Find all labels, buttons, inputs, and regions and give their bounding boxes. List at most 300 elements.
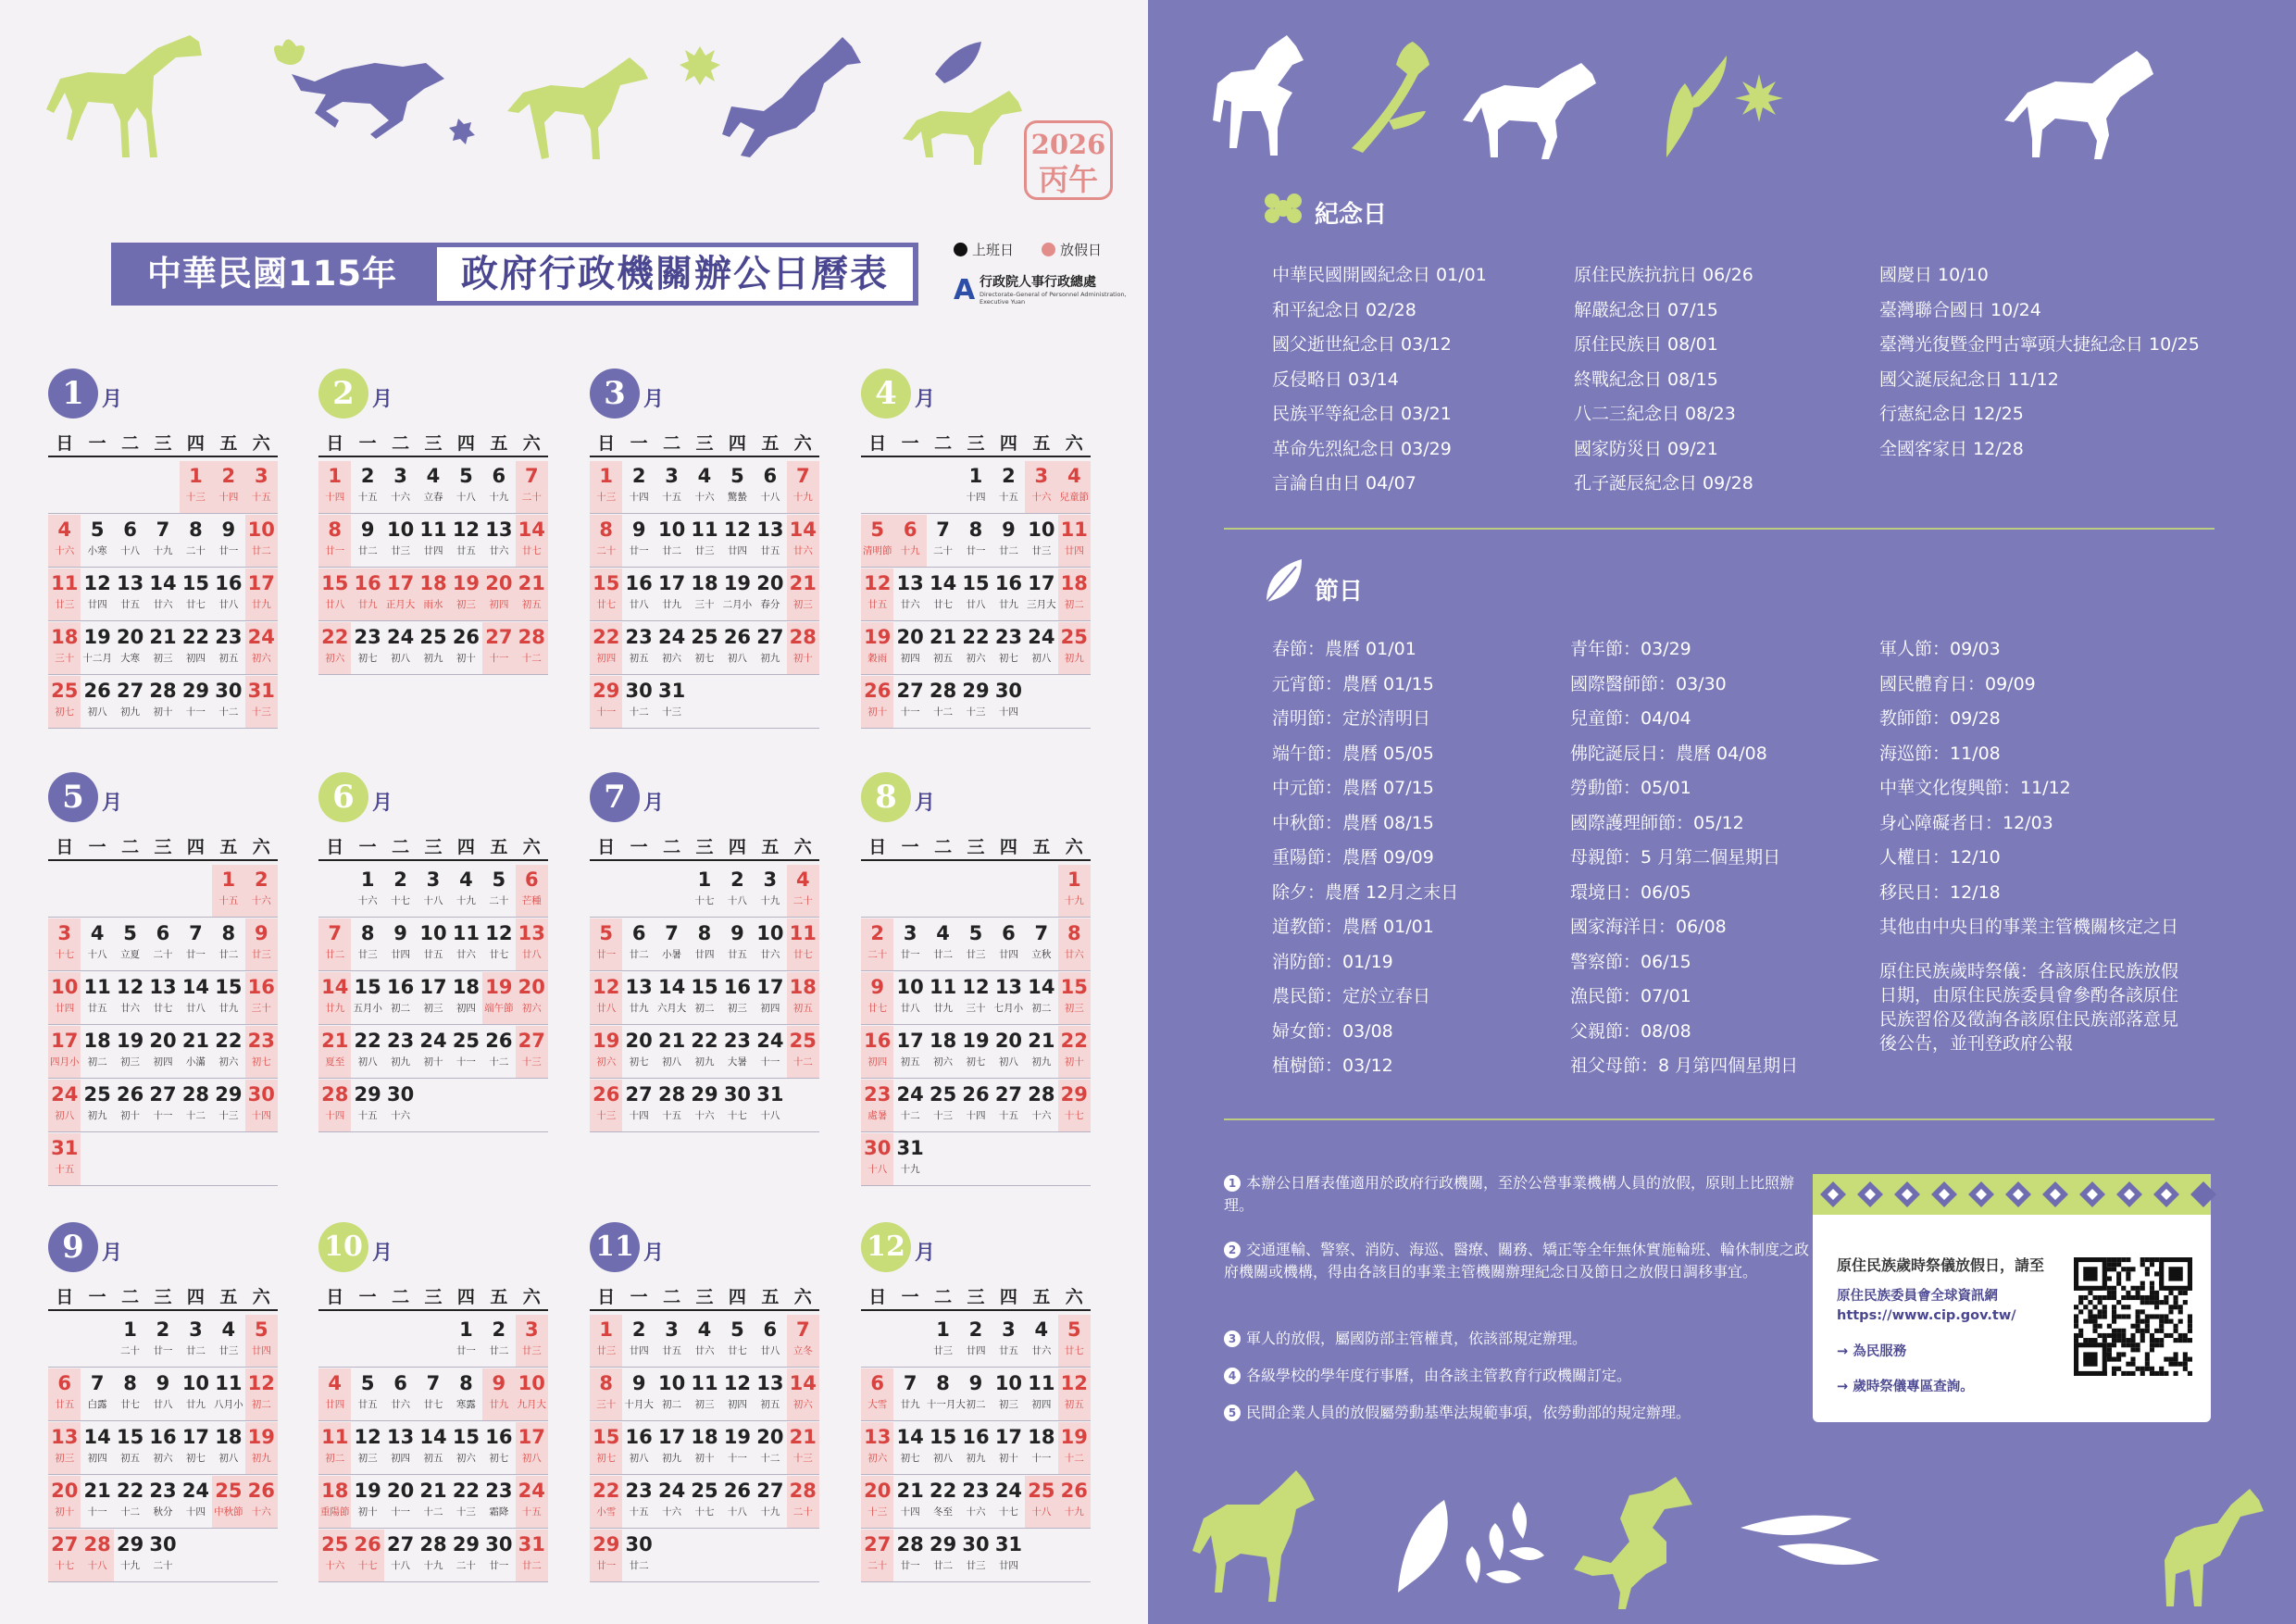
week-divider [590,1420,819,1421]
day-number: 10 [419,922,447,944]
day-number: 22 [181,626,210,648]
note-text: 交通運輸、警察、消防、海巡、醫療、關務、矯正等全年無休實施輪班、輪休制度之政府機關或機構，得由各該目的事業主管機關辦理紀念日及節日之放假日調移事宜。 [1224,1241,1810,1280]
day-number: 13 [756,518,784,541]
lunar-date: 十九 [900,545,920,556]
weekday-label: 五 [490,1287,508,1307]
day-cell [450,918,482,970]
day-cell [688,918,720,970]
horse-icon [722,37,861,157]
lunar-date: 二十 [867,1560,888,1571]
day-cell [516,972,548,1024]
day-cell [351,918,383,970]
day-cell [721,865,754,917]
weekday-header [590,1285,819,1311]
day-cell [927,1530,959,1581]
indigenous-info-box [1813,1174,2211,1422]
lunar-date: 十三 [662,706,682,718]
lunar-date: 廿一 [629,545,649,556]
day-number: 16 [386,976,415,998]
day-number: 15 [354,976,381,998]
day-cell [114,918,146,970]
week-divider [861,620,1091,621]
day-number: 7 [665,922,679,944]
lunar-date: 立冬 [792,1345,813,1356]
day-number: 8 [599,1372,614,1394]
weekday-label: 日 [868,433,887,454]
day-cell [861,1133,893,1185]
day-number: 28 [789,1480,817,1502]
lunar-date: 四月小 [49,1056,80,1068]
lunar-date: 夏至 [325,1056,345,1068]
lunar-date: 廿六 [792,545,813,556]
lunar-date: 十八 [760,492,780,503]
day-number: 16 [247,976,275,998]
lunar-date: 初二 [325,1453,345,1464]
day-cell [926,1368,966,1420]
day-cell [655,1422,688,1474]
day-cell [927,515,959,567]
week-divider [861,728,1091,729]
weekday-label: 三 [154,837,172,857]
day-cell [450,972,482,1024]
day-number: 1 [360,868,375,891]
day-number: 7 [524,465,539,487]
lunar-date: 廿四 [1064,545,1084,556]
weekday-label: 五 [761,433,780,454]
day-cell [417,515,449,567]
lunar-date: 廿三 [1031,545,1052,556]
info-url[interactable]: https://www.cip.gov.tw/ [1837,1308,2016,1323]
day-cell [81,1422,113,1474]
memorial-item: 國父逝世紀念日 03/12 [1272,334,1452,355]
day-cell [959,972,992,1024]
weekday-label: 一 [901,837,919,857]
lunar-date: 大雪 [867,1399,888,1410]
day-cell [688,1026,720,1078]
weekday-label: 三 [695,1287,714,1307]
memorial-item: 國慶日 10/10 [1879,265,1989,285]
weekday-label: 一 [358,837,377,857]
day-cell [482,1476,515,1528]
day-cell [212,1080,244,1131]
day-cell [688,568,720,620]
lunar-date: 十六 [357,895,378,906]
lunar-date: 十八 [423,895,443,906]
day-number: 28 [321,1083,349,1106]
month-number: 11 [590,1222,640,1272]
lunar-date: 廿四 [423,545,443,556]
festivals-item: 國民體育日：09/09 [1879,673,2036,694]
lunar-date: 七月小 [993,1003,1024,1014]
day-cell [721,622,754,674]
lunar-date: 廿三 [596,1345,617,1356]
day-number: 25 [929,1083,957,1106]
day-cell [721,1476,754,1528]
day-number: 30 [864,1137,892,1159]
lunar-date: 廿三 [218,1345,239,1356]
lunar-date: 十四 [629,1110,649,1121]
day-cell [351,1368,383,1420]
day-number: 29 [593,680,620,702]
day-cell [384,972,417,1024]
day-cell [861,568,893,620]
day-cell [622,1530,655,1581]
day-number: 7 [1034,922,1049,944]
day-number: 9 [393,922,407,944]
lunar-date: 廿一 [325,545,345,556]
day-number: 24 [51,1083,79,1106]
day-number: 6 [524,868,539,891]
weekday-label: 日 [868,1287,887,1307]
day-cell [622,972,655,1024]
day-cell [146,515,179,567]
memorial-item: 孔子誕辰紀念日 09/28 [1574,473,1753,493]
month-9 [48,1222,278,1583]
day-cell [992,1080,1025,1131]
week-divider [318,567,548,568]
leaf-icon [1398,1500,1448,1593]
day-number: 26 [485,1030,513,1052]
day-number: 27 [518,1030,545,1052]
month-label: 月 [643,1242,665,1265]
day-cell [516,568,548,620]
day-number: 16 [625,572,653,594]
month-4 [861,369,1091,730]
day-number: 4 [936,922,950,944]
month-label: 月 [372,792,393,815]
week-divider [590,917,819,918]
week-divider [590,1474,819,1475]
day-number: 6 [763,465,778,487]
memorial-item: 國父誕辰紀念日 11/12 [1879,369,2059,390]
day-number: 8 [459,1372,473,1394]
festivals-item: 父親節：08/08 [1570,1020,1691,1042]
lunar-date: 廿七 [933,599,954,610]
lunar-date: 十七 [391,895,411,906]
lunar-date: 廿三 [357,949,378,960]
day-cell [81,1476,113,1528]
lunar-date: 廿七 [153,1003,173,1014]
day-number: 21 [321,1030,349,1052]
lunar-date: 初五 [933,653,954,664]
day-cell [590,568,622,620]
month-label: 月 [643,388,665,411]
month-10 [318,1222,548,1583]
day-cell [180,1026,212,1078]
day-number: 10 [386,518,415,541]
horse-icon [46,35,202,157]
day-cell [754,918,786,970]
day-cell [48,1530,81,1581]
month-header [318,369,457,418]
day-number: 1 [697,868,712,891]
memorial-item: 原住民族抗抗日 06/26 [1574,265,1753,285]
month-label: 月 [372,1242,393,1265]
day-number: 21 [83,1480,111,1502]
week-divider [590,1024,819,1025]
day-cell [688,622,720,674]
lunar-date: 初九 [694,1056,715,1068]
lunar-date: 十七 [55,949,75,960]
day-number: 19 [1060,1426,1088,1448]
week-divider [318,1581,548,1582]
weekday-label: 日 [326,837,344,857]
day-cell [81,1080,113,1131]
lunar-date: 廿七 [521,545,542,556]
day-number: 9 [631,1372,646,1394]
day-cell [754,1476,786,1528]
month-3 [590,369,819,730]
month-header [48,1222,187,1272]
lunar-date: 初七 [694,653,715,664]
day-number: 9 [254,922,268,944]
lunar-date: 初三 [727,1003,747,1014]
festivals-item: 婦女節：03/08 [1272,1020,1393,1042]
weekday-label: 日 [326,433,344,454]
festivals-item: 母親節：5 月第二個星期日 [1570,847,1781,868]
day-cell [992,676,1025,728]
day-cell [959,1368,992,1420]
weekday-label: 二 [934,433,953,454]
day-number: 19 [83,626,111,648]
day-number: 14 [83,1426,111,1448]
day-cell [482,622,515,674]
day-number: 11 [452,922,480,944]
lunar-date: 十五 [662,1110,682,1121]
day-number: 9 [360,518,375,541]
memorial-item: 中華民國開國紀念日 01/01 [1272,265,1487,285]
month-label: 月 [102,388,123,411]
day-number: 7 [795,1318,810,1341]
day-number: 21 [657,1030,686,1052]
lunar-date: 十九 [1064,1506,1084,1518]
day-number: 14 [518,518,545,541]
weekday-label: 日 [868,837,887,857]
day-number: 4 [57,518,72,541]
lunar-date: 廿三 [251,949,271,960]
lunar-date: 初九 [1064,653,1084,664]
day-number: 20 [756,1426,784,1448]
month-11 [590,1222,819,1583]
lunar-date: 廿六 [120,1003,141,1014]
day-cell [180,568,212,620]
day-number: 24 [386,626,415,648]
lunar-date: 寒露 [455,1399,476,1410]
lunar-date: 十六 [694,492,715,503]
day-cell [48,1422,81,1474]
lunar-date: 十五 [998,492,1018,503]
week-divider [48,620,278,621]
day-number: 5 [968,922,983,944]
day-cell [245,865,278,917]
festivals-item: 祖父母節：8 月第四個星期日 [1570,1056,1799,1076]
day-cell [516,515,548,567]
day-number: 26 [247,1480,275,1502]
flower-icon [274,40,305,66]
day-number: 15 [452,1426,480,1448]
day-cell [114,1080,146,1131]
info-site-name[interactable]: 原住民族委員會全球資訊網 [1837,1289,1998,1304]
lunar-date: 十九 [760,895,780,906]
day-cell [81,1368,113,1420]
day-cell [212,1422,244,1474]
day-number: 12 [83,572,111,594]
roc-year-title: 中華民國115年 [146,254,398,294]
day-number: 26 [723,1480,752,1502]
day-number: 7 [189,922,203,944]
day-cell [754,515,786,567]
note-text: 各級學校的學年度行事曆，由各該主管教育行政機關訂定。 [1246,1367,1632,1384]
day-cell [992,1476,1025,1528]
lunar-date: 二十 [153,1560,173,1571]
day-cell [622,1368,655,1420]
lunar-date: 初八 [629,1453,649,1464]
day-cell [212,1315,244,1367]
day-cell [754,972,786,1024]
day-number: 31 [756,1083,784,1106]
seal-year: 2026 [1030,129,1106,160]
weekday-label: 日 [56,433,74,454]
day-number: 25 [691,1480,718,1502]
day-cell [754,622,786,674]
lunar-date: 初五 [521,599,542,610]
qr-code-icon[interactable] [2074,1257,2192,1376]
day-number: 23 [962,1480,990,1502]
leaf-icon [935,42,981,83]
day-cell [114,515,146,567]
day-number: 24 [1028,626,1055,648]
lunar-date: 廿六 [455,949,476,960]
day-cell [655,1315,688,1367]
horse-icon [1213,35,1304,156]
day-number: 18 [452,976,480,998]
day-number: 6 [156,922,170,944]
festivals-item: 勞動節：05/01 [1570,778,1691,798]
lunar-date: 穀雨 [867,653,888,664]
lunar-date: 廿八 [185,1003,206,1014]
festivals-item: 身心障礙者日：12/03 [1879,812,2053,833]
memorial-section-header [1259,190,1537,236]
lunar-date: 初十 [55,1506,75,1518]
day-number: 13 [756,1372,784,1394]
lunar-date: 十四 [629,492,649,503]
lunar-date: 廿七 [423,1399,443,1410]
weekday-label: 四 [186,837,205,857]
lunar-date: 芒種 [521,895,542,906]
day-cell [516,461,548,513]
lunar-date: 初三 [455,599,476,610]
week-divider [48,674,278,675]
lunar-date: 初七 [966,1056,986,1068]
lunar-date: 十六 [1031,1110,1052,1121]
illustrations-bottom-right [1185,1454,2277,1620]
day-number: 28 [518,626,545,648]
day-cell [992,1422,1025,1474]
weekday-label: 六 [522,1287,541,1307]
day-number: 20 [625,1030,653,1052]
day-cell [318,972,351,1024]
day-number: 2 [360,465,375,487]
day-number: 31 [657,680,686,702]
note-item [1224,1328,1816,1350]
day-cell [48,622,81,674]
day-number: 3 [1034,465,1049,487]
lunar-date: 初七 [185,1453,206,1464]
day-number: 12 [962,976,990,998]
day-cell [1025,918,1057,970]
lunar-date: 廿九 [489,1399,509,1410]
day-number: 22 [116,1480,144,1502]
lunar-date: 十九 [423,1560,443,1571]
day-cell [146,568,179,620]
day-cell [927,1026,959,1078]
weekday-label: 四 [728,433,746,454]
day-number: 26 [452,626,480,648]
day-cell [655,1080,688,1131]
day-cell [81,918,113,970]
day-cell [622,515,655,567]
day-number: 9 [156,1372,170,1394]
day-number: 26 [593,1083,620,1106]
day-cell [959,1315,992,1367]
lunar-date: 初二 [391,1003,411,1014]
day-number: 6 [631,922,646,944]
month-header [318,1222,457,1272]
weekday-label: 三 [967,1287,985,1307]
day-cell [146,972,179,1024]
lunar-date: 初五 [760,1399,780,1410]
day-cell [81,568,113,620]
day-number: 4 [328,1372,343,1394]
lunar-date: 十三 [185,492,206,503]
lunar-date: 十六 [55,545,75,556]
day-cell [482,1026,515,1078]
info-site-link[interactable] [1837,1287,2016,1326]
month-label: 月 [643,792,665,815]
day-cell [146,1315,179,1367]
day-number: 4 [795,868,810,891]
weekday-label: 日 [597,1287,616,1307]
week-divider [861,1185,1091,1186]
day-cell [180,676,212,728]
day-cell [927,1476,959,1528]
lunar-date: 廿二 [933,949,954,960]
day-number: 8 [328,518,343,541]
lunar-date: 十七 [998,1506,1018,1518]
week-divider [48,917,278,918]
memorial-item: 臺灣光復暨金門古寧頭大捷紀念日 10/25 [1879,334,2200,355]
day-number: 23 [485,1480,513,1502]
lunar-date: 廿五 [455,545,476,556]
day-number: 12 [116,976,144,998]
weekday-header [318,431,548,457]
day-cell [992,972,1025,1024]
day-number: 1 [599,1318,614,1341]
lunar-date: 十三 [521,1056,542,1068]
note-text: 民間企業人員的放假屬勞動基準法規範事項，依勞動部的規定辦理。 [1246,1404,1691,1421]
lunar-date: 十七 [1064,1110,1084,1121]
day-number: 6 [393,1372,407,1394]
day-cell [787,568,819,620]
day-number: 16 [723,976,752,998]
lunar-date: 十六 [251,1506,271,1518]
day-number: 17 [657,1426,686,1448]
day-number: 10 [518,1372,545,1394]
day-number: 2 [254,868,268,891]
day-number: 15 [116,1426,144,1448]
horse-icon [1192,1470,1315,1602]
day-cell [417,972,449,1024]
